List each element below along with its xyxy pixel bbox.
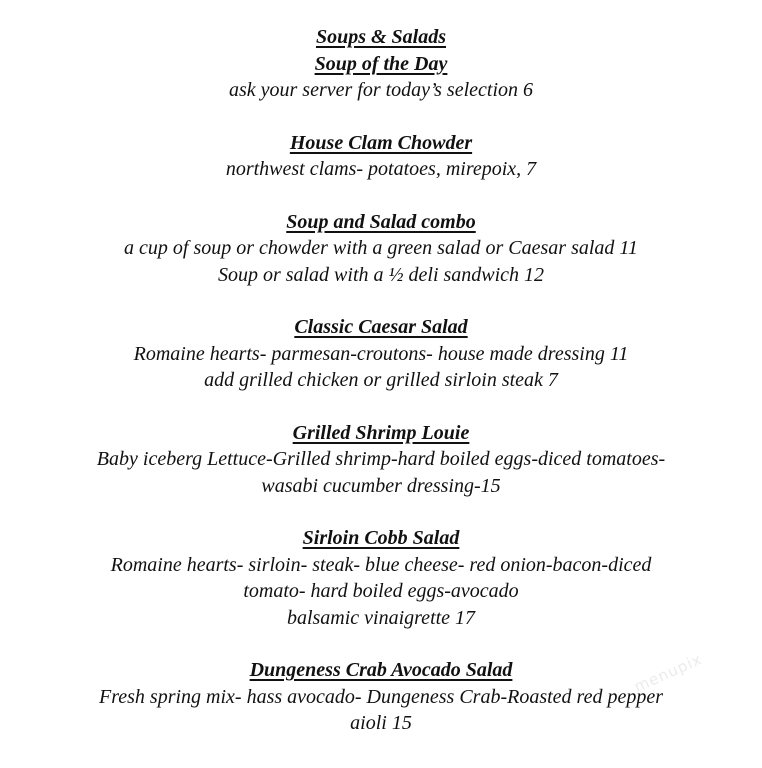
item-description: ask your server for today’s selection 6 [228,79,534,101]
item-title-house-clam-chowder: House Clam Chowder [289,131,473,154]
item-description: balsamic vinaigrette 17 [286,606,476,629]
item-title-sirloin-cobb-salad: Sirloin Cobb Salad [302,527,460,549]
item-description: wasabi cucumber dressing-15 [261,474,501,497]
spacer [0,499,762,525]
watermark: menupix [631,650,705,696]
item-title-dungeness-crab-avocado-salad: Dungeness Crab Avocado Salad [249,659,513,681]
item-description: Romaine hearts- parmesan-croutons- house made dressing 11 [133,342,629,365]
section-title: Soups & Salads [315,26,447,48]
spacer [0,288,762,314]
spacer [0,631,762,657]
item-title-soup-and-salad-combo: Soup and Salad combo [286,210,476,233]
item-description: Soup or salad with a ½ deli sandwich 12 [217,263,545,286]
item-description: Romaine hearts- sirloin- steak- blue cheese- red onion-bacon-diced [110,553,652,576]
item-description: Fresh spring mix- hass avocado- Dungeness Crab-Roasted red pepper [99,685,663,708]
item-title-soup-of-the-day: Soup of the Day [314,52,448,75]
item-description: aioli 15 [350,712,412,734]
item-title-grilled-shrimp-louie: Grilled Shrimp Louie [292,421,470,444]
item-description: Baby iceberg Lettuce-Grilled shrimp-hard boiled eggs-diced tomatoes- [96,448,666,470]
spacer [0,183,762,209]
item-description: add grilled chicken or grilled sirloin steak 7 [204,369,558,391]
spacer [0,104,762,130]
item-title-classic-caesar-salad: Classic Caesar Salad [294,316,468,338]
menu-document [0,24,762,737]
spacer [0,394,762,420]
item-description: a cup of soup or chowder with a green salad or Caesar salad 11 [124,237,638,259]
item-description: tomato- hard boiled eggs-avocado [243,580,519,602]
item-description: northwest clams- potatoes, mirepoix, 7 [225,158,537,180]
